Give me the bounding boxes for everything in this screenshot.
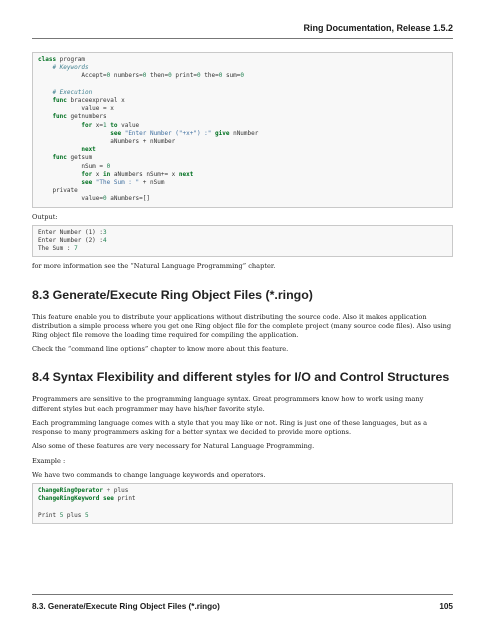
paragraph: Check the “command line options” chapter to know more about this feature. [32,345,289,354]
code-token: func [38,154,67,162]
code-token: getsum [66,154,93,162]
code-token: ChangeRingOperator [38,486,104,494]
code-block-output [32,225,453,258]
code-number: 0 [103,195,107,203]
code-token: + [103,486,114,494]
code-token: next [38,146,96,154]
code-token: program [56,56,85,63]
code-token: the= [200,72,219,80]
running-header: Ring Documentation, Release 1.5.2 [303,23,453,33]
code-token: in [99,170,111,178]
paragraph: Programmers are sensitive to the programming language syntax. Great programmers know how to work using many different styles but each programmer may have his/her favorite style. [32,395,424,413]
code-number: 0 [218,72,223,80]
code-token: give [211,129,230,137]
code-comment: # Execution [38,88,93,96]
code-number: 4 [103,237,107,245]
code-token: print [113,495,136,503]
code-token: func [38,113,67,121]
page-number: 105 [439,602,453,611]
code-token: plus [63,511,85,519]
code-token: value [117,121,140,129]
page-content [32,52,453,524]
paragraph: Example : [32,456,66,465]
code-token: see [38,179,93,187]
code-number: 0 [106,72,111,80]
code-token: aNumbers + nNumber [38,138,176,146]
paragraph: for more information see the “Natural Language Programming” chapter. [32,262,276,271]
code-token: class [38,56,57,63]
section-heading-8-3: 8.3 Generate/Execute Ring Object Files (*.ringo) [32,287,313,302]
code-number: 3 [103,228,107,236]
code-number: 0 [142,72,147,80]
code-string: "Enter Number ("+x+") :" [121,129,212,137]
code-token: private [38,187,78,195]
code-token: aNumbers nSum+= x [110,170,176,178]
code-token: Accept= [38,72,107,80]
code-token: next [175,170,194,178]
code-token: to [106,121,118,129]
paragraph: Each programming language comes with a style that you may like or not. Ring is just one of these languages, but as a response to many programmers asking for a better syntax we decided to provide more options. [32,418,428,437]
code-token: see [38,129,122,137]
paragraph: Also some of these features are very necessary for Natural Language Programming. [32,442,315,451]
code-token: The Sum : [38,245,75,253]
code-token: then= [146,72,169,80]
code-token: Print [38,511,60,519]
code-token: Enter Number (1) : [38,228,104,236]
code-number: 0 [106,162,111,170]
code-block-change-keywords [32,483,453,524]
code-number: 0 [197,72,201,80]
code-token: x [92,170,100,178]
code-token: for [38,170,93,178]
section-heading-8-4: 8.4 Syntax Flexibility and different styles for I/O and Control Structures [32,370,450,385]
code-token: see [99,495,114,503]
code-string: "The Sum : " [92,179,140,187]
code-token: + nSum [139,179,165,187]
footer-section-title: 8.3. Generate/Execute Ring Object Files (*.ringo) [32,602,220,611]
header-rule [32,38,453,39]
code-token: func [38,97,67,105]
code-number: 0 [240,72,245,80]
code-token: for [38,121,93,129]
output-label: Output: [32,212,58,221]
code-comment: # Keywords [38,64,89,72]
code-token: print= [171,72,198,80]
code-block-program [32,52,453,208]
code-token: nNumber [229,129,259,137]
code-token: ChangeRingKeyword [38,495,100,503]
code-token: value = x [38,105,114,113]
code-token: braceexpreval x [66,97,125,105]
code-token: Enter Number (2) : [38,237,104,245]
paragraph: This feature enable you to distribute your applications without distributing the source code. Also it makes application distribution a simple process where you get one Ring object file for the complete project (many source code files). Also using Ring object file remove the loading time required for compiling the application. [32,312,452,340]
code-number: 7 [74,245,78,253]
code-token: plus [113,486,129,494]
paragraph: We have two commands to change language keywords and operators. [32,470,266,479]
code-number: 5 [59,511,64,519]
code-number: 5 [85,511,89,519]
code-number: 0 [168,72,172,80]
footer-rule [32,594,453,595]
code-token: sum= [222,72,241,80]
code-token: value= [38,195,104,203]
code-token: numbers= [110,72,143,80]
code-token: getnumbers [66,113,107,121]
code-token: x= [92,121,104,129]
code-number: 1 [103,121,107,129]
code-token: aNumbers=[] [106,195,151,203]
code-token: nSum = [38,162,107,170]
